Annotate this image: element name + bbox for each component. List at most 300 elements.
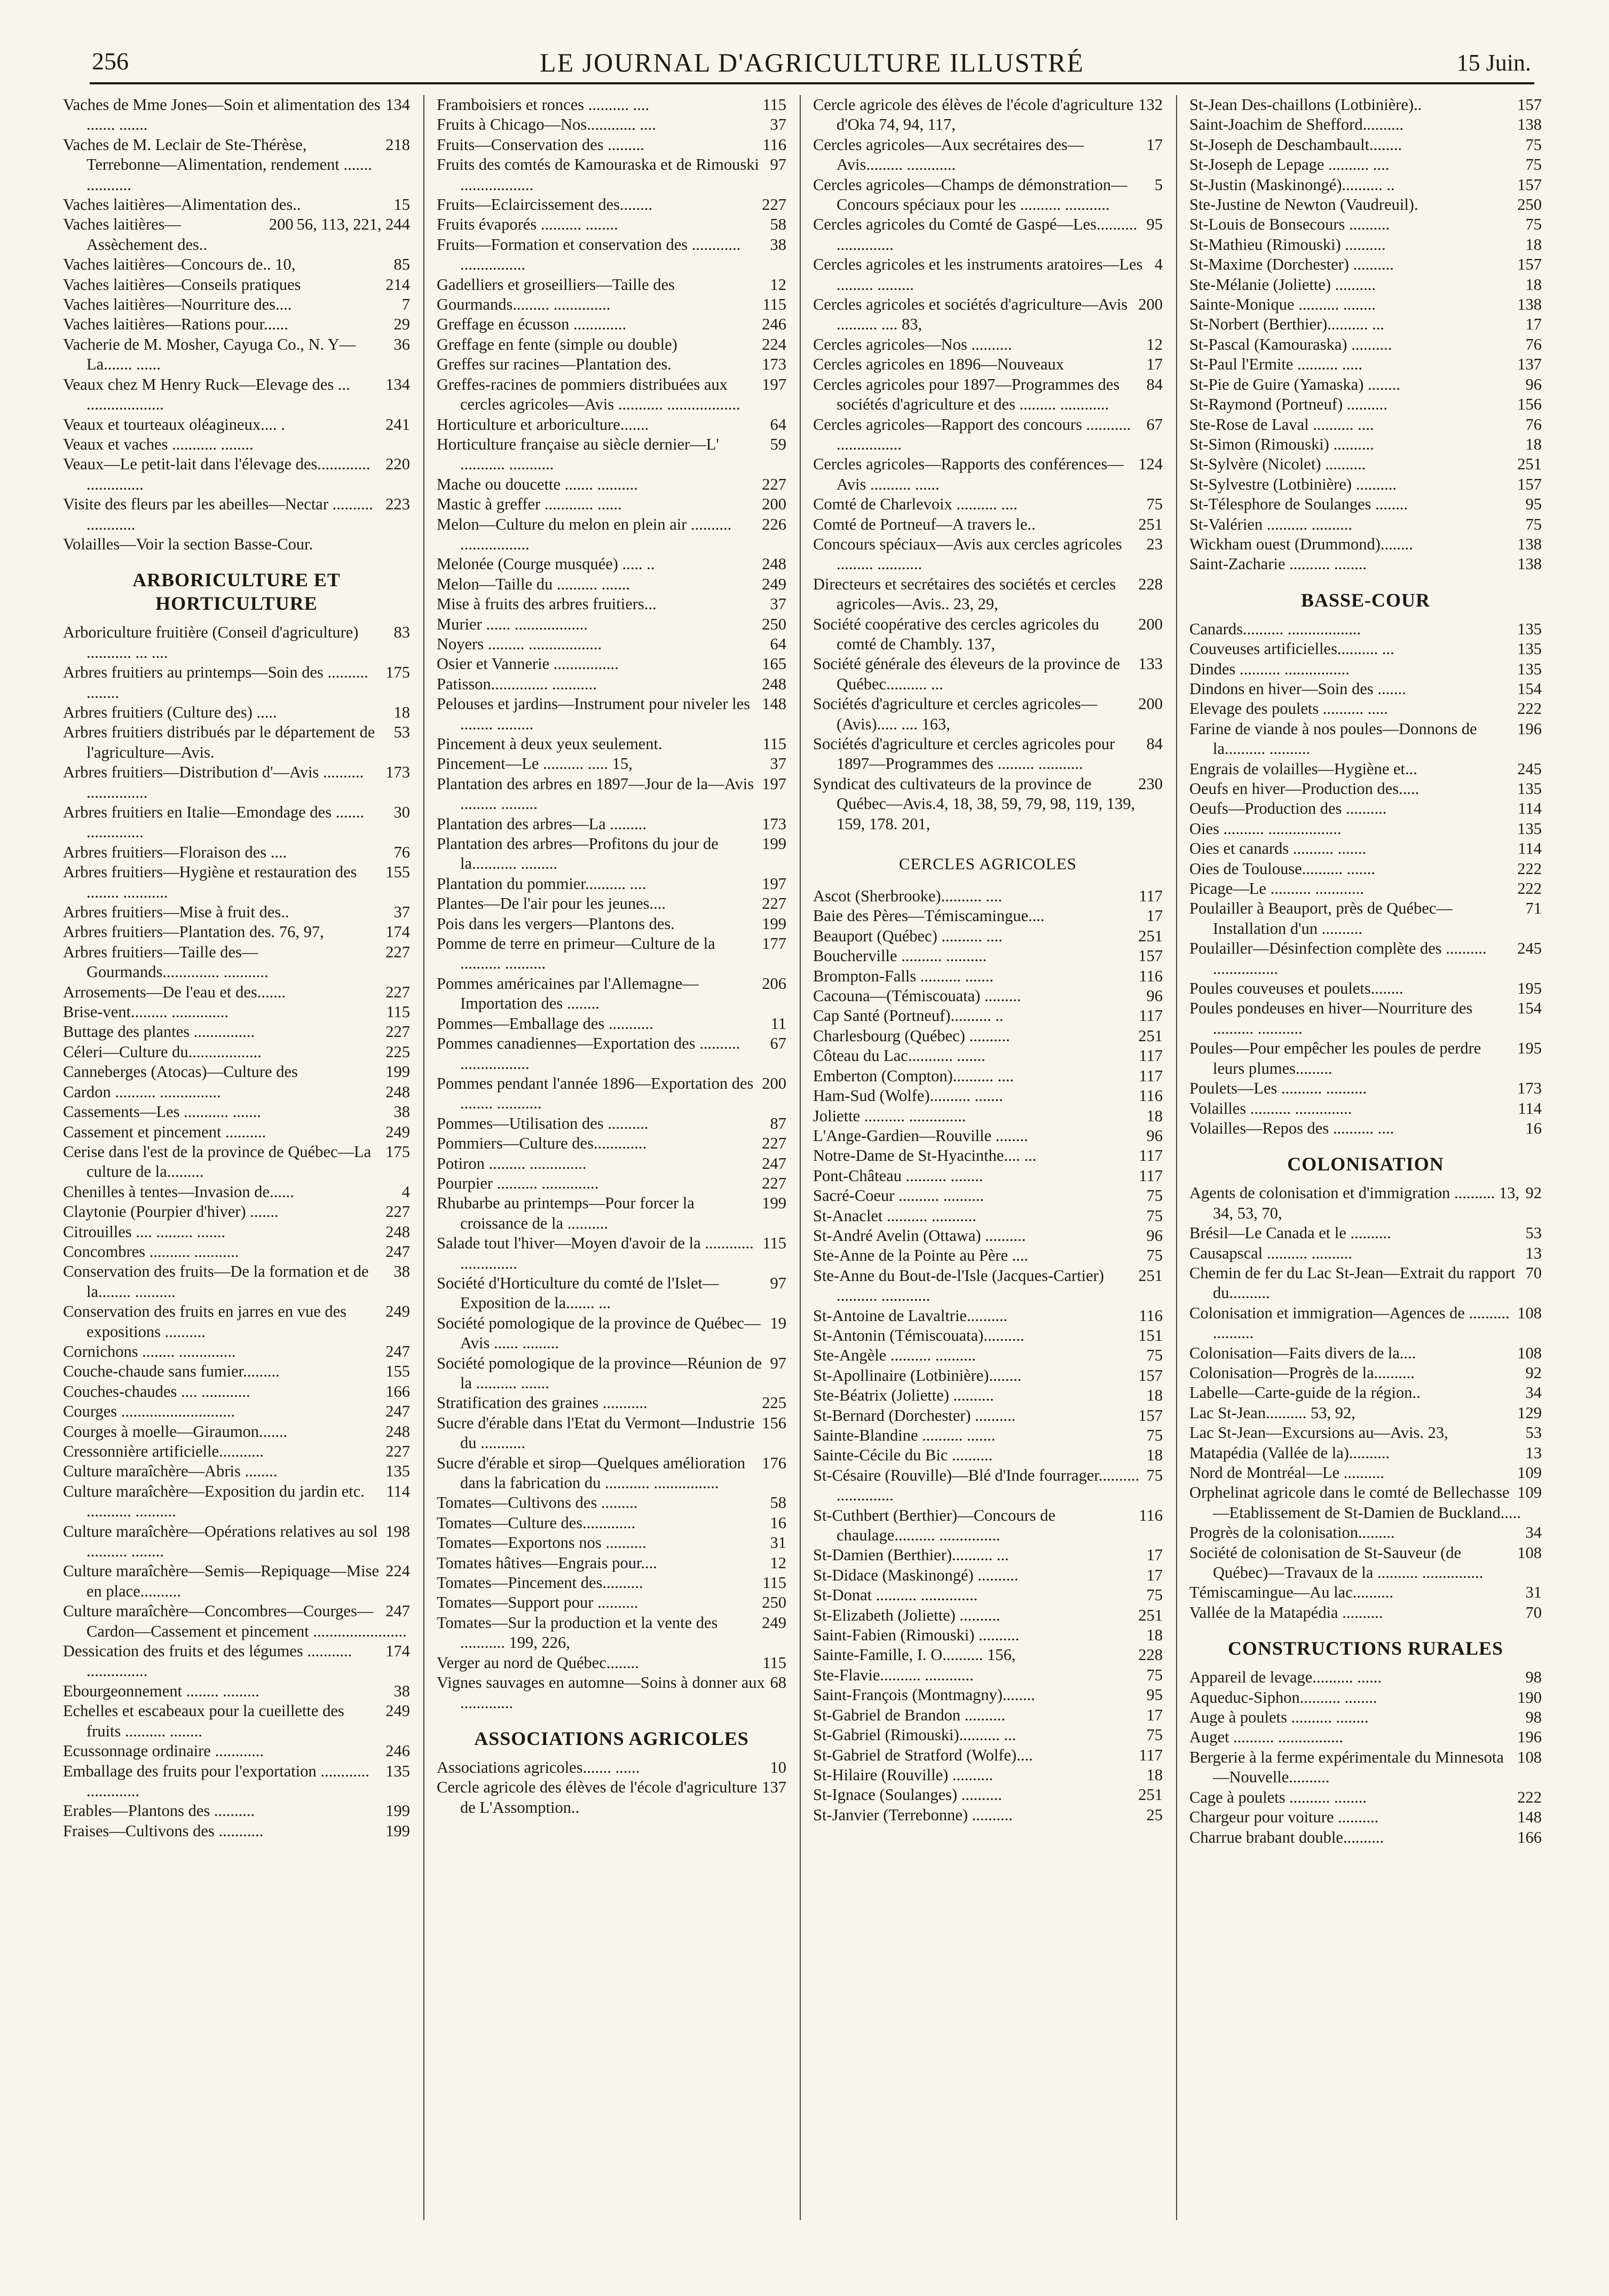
index-entry (63, 1442, 410, 1461)
index-entry (813, 335, 1163, 355)
index-entry (813, 1226, 1163, 1246)
page-ref: 177 (762, 934, 786, 953)
entry-text: Emberton (Compton).......... .... (813, 1066, 1014, 1085)
index-entry (1189, 939, 1542, 979)
entry-text: Saint-Joachim de Shefford.......... (1189, 115, 1403, 134)
index-entry (813, 1126, 1163, 1146)
index-entry (437, 674, 786, 694)
entry-text: Wickham ouest (Drummond)........ (1189, 534, 1413, 553)
index-entry (437, 415, 786, 435)
index-entry (1189, 659, 1542, 679)
page-ref: 175 (385, 1142, 410, 1161)
index-entry (63, 375, 410, 415)
entry-text: Poules—Pour empêcher les poules de perdre leurs plumes......... (1189, 1039, 1481, 1078)
entry-text: Syndicat des cultivateurs de la province de Québec—Avis.4, 18, 38, 59, 79, 98, 119, 139, 159, 178. 201, (813, 774, 1135, 833)
index-entry (437, 235, 786, 275)
index-entry (813, 886, 1163, 906)
entry-text: Société pomologique de la province—Réunion de la .......... ....... (437, 1354, 762, 1392)
page-ref: 197 (762, 774, 786, 793)
entry-text: Mise à fruits des arbres fruitiers... (437, 595, 657, 614)
page-ref: 199 (762, 1194, 786, 1213)
index-entry (63, 275, 410, 295)
entry-text: Arbres fruitiers au printemps—Soin des .......... ........ (63, 663, 368, 702)
index-entry (1189, 534, 1542, 554)
entry-text: Pincement—Le .......... ..... 15, (437, 754, 633, 773)
entry-text: Cercles agricoles—Rapports des conférences—Avis .......... ...... (813, 455, 1124, 493)
entry-text: Cercles agricoles—Nos .......... (813, 335, 1012, 353)
index-entry (1189, 819, 1542, 839)
page-ref: 227 (385, 1023, 410, 1041)
entry-text: St-Hilaire (Rouville) .......... (813, 1765, 993, 1784)
entry-text: Rhubarbe au printemps—Pour forcer la croissance de la .......... (437, 1194, 695, 1232)
entry-text: Vaches laitières—Concours de.. 10, (63, 255, 296, 274)
index-entry (813, 295, 1163, 335)
index-entry (1189, 679, 1542, 699)
entry-text: Oies et canards .......... ....... (1189, 839, 1367, 858)
index-entry (1189, 1263, 1542, 1303)
page-ref: 245 (1517, 939, 1542, 958)
entry-text: Cercles agricoles du Comté de Gaspé—Les.......... .............. (813, 215, 1138, 254)
entry-text: St-Maxime (Dorchester) .......... (1189, 255, 1394, 274)
page-ref: 157 (1138, 1366, 1163, 1385)
page-ref: 124 (1138, 455, 1163, 474)
page-ref: 197 (762, 375, 786, 394)
page-ref: 92 (1525, 1363, 1542, 1382)
page-ref: 245 (1517, 759, 1542, 778)
entry-text: St-Didace (Maskinongé) .......... (813, 1566, 1019, 1584)
section-heading: CONSTRUCTIONS RURALES (1227, 1638, 1504, 1660)
page-ref: 200 (1138, 695, 1163, 713)
index-entry (63, 1762, 410, 1802)
page-ref: 108 (1517, 1543, 1542, 1562)
index-entry (813, 1066, 1163, 1086)
page-ref: 114 (1518, 1099, 1542, 1118)
index-entry (63, 722, 410, 762)
entry-text: St-Elizabeth (Joliette) .......... (813, 1606, 1000, 1624)
entry-text: St-Damien (Berthier).......... ... (813, 1546, 1009, 1564)
entry-text: Cercles agricoles—Rapport des concours ........... ................ (813, 415, 1131, 453)
entry-text: Société pomologique de la province de Québec—Avis ...... ......... (437, 1314, 761, 1353)
index-entry (1189, 1423, 1542, 1443)
entry-text: Pommes pendant l'année 1896—Exportation des ........ ........... (437, 1074, 754, 1113)
entry-text: Baie des Pères—Témiscamingue.... (813, 907, 1045, 925)
index-entry (437, 1413, 786, 1453)
index-entry (1189, 1403, 1542, 1423)
page-ref: 7 (401, 295, 410, 314)
page-ref: 227 (385, 1442, 410, 1460)
entry-text: Sainte-Monique .......... ........ (1189, 295, 1376, 314)
page-ref: 114 (1518, 839, 1542, 858)
entry-text: Cressonnière artificielle........... (63, 1442, 264, 1460)
page-ref: 75 (1525, 155, 1542, 174)
index-entry (1189, 1383, 1542, 1403)
entry-text: Verger au nord de Québec........ (437, 1653, 639, 1672)
entry-text: Arbres fruitiers distribués par le département de l'agriculture—Avis. (63, 723, 375, 761)
index-entry (813, 1645, 1163, 1665)
page-ref: 67 (770, 1034, 786, 1053)
entry-text: Greffage en écusson ............. (437, 315, 627, 334)
entry-text: Cornichons ........ .............. (63, 1342, 236, 1361)
entry-text: Ham-Sud (Wolfe).......... ....... (813, 1087, 1003, 1105)
page-ref: 251 (1138, 1266, 1163, 1285)
entry-text: Culture maraîchère—Abris ........ (63, 1462, 278, 1481)
page-ref: 109 (1517, 1483, 1542, 1502)
page-ref: 134 (385, 96, 410, 114)
entry-text: St-Pascal (Kamouraska) .......... (1189, 335, 1392, 353)
page-ref: 135 (1517, 659, 1542, 678)
entry-text: Fraises—Cultivons des ........... (63, 1821, 264, 1840)
page-ref: 96 (1146, 1226, 1163, 1245)
page-ref: 115 (762, 295, 786, 314)
entry-text: St-Valérien .......... .......... (1189, 515, 1352, 533)
index-entry (813, 1765, 1163, 1785)
page-ref: 195 (1517, 979, 1542, 998)
page-ref: 17 (1146, 1566, 1163, 1584)
entry-text: St-Justin (Maskinongé).......... .. (1189, 175, 1395, 194)
page-ref: 200 (269, 215, 294, 234)
page-number: 256 (92, 48, 129, 75)
page-ref: 116 (762, 135, 786, 154)
entry-text: Sociétés d'agriculture et cercles agricoles pour 1897—Programmes des ......... ........... (813, 735, 1115, 773)
index-entry (437, 435, 786, 475)
page-ref: 17 (1146, 907, 1163, 925)
entry-text: Poules couveuses et poulets........ (1189, 979, 1403, 998)
entry-text: Greffage en fente (simple ou double) (437, 335, 677, 353)
entry-text: Buttage des plantes ............... (63, 1023, 255, 1041)
entry-text: Cerise dans l'est de la province de Québec—La culture de la......... (63, 1142, 372, 1181)
page-ref: 29 (393, 315, 410, 334)
index-entry (813, 615, 1163, 655)
entry-text: Cercle agricole des élèves de l'école d'agriculture d'Oka 74, 94, 117, (813, 96, 1134, 134)
page-ref: 190 (1517, 1688, 1542, 1707)
page-ref: 64 (770, 634, 786, 653)
page-ref: 18 (1525, 275, 1542, 294)
index-entry (437, 115, 786, 135)
page-ref: 12 (1146, 335, 1163, 353)
page-ref: 30 (393, 803, 410, 821)
entry-text: Fruits des comtés de Kamouraska et de Rimouski .................. (437, 155, 759, 194)
index-entry (1189, 1119, 1542, 1138)
entry-text: Dindons en hiver—Soin des ....... (1189, 679, 1406, 698)
entry-text: Gourmands......... .............. (437, 295, 611, 314)
entry-text: Murier ...... .................. (437, 615, 588, 633)
page-ref: 38 (393, 1103, 410, 1121)
page-ref: 166 (1517, 1828, 1542, 1846)
index-column-1 (63, 95, 410, 2220)
entry-text: Culture maraîchère—Exposition du jardin etc. ........... .......... (63, 1482, 365, 1521)
page-ref: 199 (762, 835, 786, 853)
entry-text: Fruits—Formation et conservation des ............ ................ (437, 235, 741, 274)
index-entry (437, 295, 786, 314)
entry-text: Dindes .......... ................ (1189, 659, 1350, 678)
page-ref: 227 (762, 475, 786, 493)
index-entry (813, 515, 1163, 534)
entry-text: Directeurs et secrétaires des sociétés et cercles agricoles—Avis.. 23, 29, (813, 575, 1116, 614)
entry-text: St-Gabriel de Brandon .......... (813, 1705, 1005, 1724)
page-ref: 18 (1525, 435, 1542, 453)
page-ref: 75 (1146, 1346, 1163, 1365)
entry-text: Mache ou doucette ....... .......... (437, 475, 638, 493)
page-ref: 70 (1525, 1263, 1542, 1282)
page-ref: 53 (1525, 1224, 1542, 1243)
page-ref: 222 (1517, 699, 1542, 718)
entry-text: Labelle—Carte-guide de la région.. (1189, 1383, 1421, 1402)
entry-text: Mastic à greffer ............ ...... (437, 495, 622, 514)
index-column-4 (1189, 95, 1542, 2220)
page-ref: 157 (1517, 175, 1542, 194)
page-ref: 117 (1139, 1066, 1163, 1085)
entry-text: St-Joseph de Lepage .......... .... (1189, 155, 1390, 174)
page-ref: 108 (1517, 1748, 1542, 1766)
page-ref: 75 (1146, 1246, 1163, 1265)
index-entry (437, 754, 786, 774)
page-ref: 37 (770, 115, 786, 134)
page-ref: 246 (385, 1742, 410, 1760)
entry-text: Plantation des arbres en 1897—Jour de la—Avis ......... ......... (437, 774, 754, 813)
index-entry (1189, 335, 1542, 355)
entry-text: Saint-Zacharie .......... ........ (1189, 555, 1367, 573)
entry-text: Brompton-Falls .......... ....... (813, 966, 994, 985)
journal-title: LE JOURNAL D'AGRICULTURE ILLUSTRÉ (540, 48, 1084, 77)
entry-text: St-Télesphore de Soulanges ........ (1189, 495, 1408, 514)
index-entry (437, 654, 786, 674)
page-ref: 87 (770, 1114, 786, 1133)
entry-text: Ste-Rose de Laval .......... .... (1189, 415, 1374, 434)
page-ref: 155 (385, 863, 410, 882)
page-ref: 132 (1138, 96, 1163, 114)
entry-text: Orphelinat agricole dans le comté de Bellechasse—Etablissement de St-Damien de Buckland..... (1189, 1483, 1521, 1522)
entry-text: Picage—Le .......... ............ (1189, 879, 1364, 898)
entry-text: Veaux et tourteaux oléagineux.... . (63, 415, 285, 434)
page-ref: 222 (1517, 859, 1542, 878)
page-ref: 75 (1146, 495, 1163, 514)
page-ref: 129 (1517, 1403, 1542, 1422)
page-ref: 11 (770, 1014, 786, 1033)
page-ref: 10 (770, 1758, 786, 1776)
index-entry (813, 1785, 1163, 1805)
entry-text: Pommiers—Culture des............. (437, 1134, 647, 1153)
entry-text: Vaches laitières—Assèchement des.. (63, 215, 208, 254)
index-entry (63, 703, 410, 722)
page-ref: 223 (385, 495, 410, 514)
page-ref: 96 (1525, 375, 1542, 394)
entry-text: Chenilles à tentes—Invasion de...... (63, 1182, 294, 1201)
index-entry (813, 1506, 1163, 1546)
entry-text: Comté de Portneuf—A travers le.. (813, 515, 1036, 533)
index-entry (437, 634, 786, 654)
page-ref: 148 (1517, 1808, 1542, 1827)
index-entry (1189, 375, 1542, 395)
index-entry (813, 1086, 1163, 1106)
page-ref: 18 (393, 703, 410, 721)
entry-text: Oies .......... .................. (1189, 819, 1342, 838)
page-ref: 138 (1517, 115, 1542, 134)
entry-text: Cercles agricoles et les instruments aratoires—Les ......... ......... (813, 255, 1143, 294)
page-ref: 227 (385, 942, 410, 961)
page-ref: 230 (1138, 774, 1163, 793)
entry-text: Vignes sauvages en automne—Soins à donner aux ............. (437, 1673, 765, 1712)
entry-text: Progrès de la colonisation......... (1189, 1523, 1395, 1542)
index-entry (1189, 1223, 1542, 1243)
index-entry (1189, 515, 1542, 534)
index-entry (63, 195, 410, 215)
page-ref: 197 (762, 874, 786, 893)
page-ref: 34 (1525, 1523, 1542, 1542)
page-ref: 249 (762, 1613, 786, 1632)
index-entry (63, 1461, 410, 1481)
index-entry (437, 335, 786, 355)
index-entry (63, 435, 410, 454)
index-entry (63, 942, 410, 982)
index-entry (813, 1366, 1163, 1386)
index-entry (437, 1034, 786, 1074)
index-entry (1189, 899, 1542, 939)
index-entry (1189, 494, 1542, 514)
entry-text: St-Simon (Rimouski) .......... (1189, 435, 1374, 453)
entry-text: Elevage des poulets .......... ..... (1189, 699, 1388, 718)
page-ref: 115 (762, 1653, 786, 1672)
page-ref: 18 (1146, 1765, 1163, 1784)
entry-text: Lac St-Jean.......... 53, 92, (1189, 1403, 1355, 1422)
page-ref: 247 (385, 1342, 410, 1361)
entry-text: Tomates—Exportons nos .......... (437, 1534, 646, 1552)
page-ref: 17 (1146, 135, 1163, 154)
entry-text: Conservation des fruits en jarres en vue des expositions .......... (63, 1302, 347, 1341)
index-entry (1189, 175, 1542, 195)
entry-text: Conservation des fruits—De la formation et de la........ .......... (63, 1262, 369, 1301)
page-ref: 155 (385, 1362, 410, 1381)
page-ref: 76 (1525, 415, 1542, 434)
page-ref: 138 (1517, 555, 1542, 573)
entry-text: St-Janvier (Terrebonne) .......... (813, 1805, 1013, 1824)
index-entry (1189, 1603, 1542, 1623)
page-ref: 151 (1138, 1326, 1163, 1344)
index-entry (63, 255, 410, 274)
page-ref: 227 (762, 1174, 786, 1192)
entry-text: St-Césaire (Rouville)—Blé d'Inde fourrager.......... .............. (813, 1466, 1140, 1505)
index-entry (437, 1573, 786, 1593)
page-ref: 248 (385, 1082, 410, 1101)
entry-text: Volailles .......... .............. (1189, 1099, 1352, 1118)
index-entry (1189, 998, 1542, 1039)
page-ref: 36 (393, 335, 410, 353)
index-entry (813, 1665, 1163, 1685)
index-entry (813, 1566, 1163, 1585)
page-ref: 241 (385, 415, 410, 434)
entry-text: Canards.......... .................. (1189, 619, 1361, 638)
page-ref: 196 (1517, 719, 1542, 738)
entry-text: St-Jean Des-chaillons (Lotbinière).. (1189, 96, 1422, 114)
index-entry (813, 355, 1163, 374)
index-entry (437, 1533, 786, 1553)
page-ref: 137 (762, 1778, 786, 1797)
index-entry (1189, 719, 1542, 759)
page-ref: 58 (770, 215, 786, 234)
index-entry (63, 1042, 410, 1062)
page-ref: 135 (1517, 819, 1542, 838)
index-entry (63, 1801, 410, 1821)
index-entry (813, 375, 1163, 415)
index-entry (1189, 1303, 1542, 1343)
entry-text: Claytonie (Pourpier d'hiver) ....... (63, 1202, 279, 1221)
entry-text: Ste-Mélanie (Joliette) .......... (1189, 275, 1376, 294)
entry-text: Visite des fleurs par les abeilles—Nectar .......... ............ (63, 495, 373, 533)
page-ref: 108 (1517, 1303, 1542, 1322)
page-header (90, 47, 1534, 84)
index-entry (813, 1606, 1163, 1625)
entry-text: Tomates hâtives—Engrais pour.... (437, 1553, 657, 1572)
page-ref: 67 (1146, 415, 1163, 434)
entry-text: Cercle agricole des élèves de l'école d'agriculture de L'Assomption.. (437, 1778, 758, 1817)
entry-text: St-Antonin (Témiscouata).......... (813, 1326, 1024, 1344)
section-heading: CERCLES AGRICOLES (898, 854, 1077, 874)
index-entry (813, 694, 1163, 734)
page-ref: 175 (385, 663, 410, 682)
index-entry (1189, 1523, 1542, 1543)
index-entry (63, 843, 410, 862)
index-entry (813, 1466, 1163, 1506)
entry-text: Ste-Flavie.......... ............ (813, 1665, 974, 1684)
entry-text: Causapscal .......... .......... (1189, 1244, 1352, 1262)
index-entry (1189, 1183, 1542, 1223)
page-ref: 173 (385, 763, 410, 782)
page-ref: 228 (1138, 1646, 1163, 1664)
index-entry (1189, 1708, 1542, 1727)
page-ref: 116 (1139, 1506, 1163, 1524)
entry-text: Couches-chaudes .... ............ (63, 1382, 250, 1401)
index-entry (1189, 435, 1542, 454)
entry-text: Société de colonisation de St-Sauveur (de Québec)—Travaux de la .......... ............... (1189, 1543, 1484, 1582)
index-entry (437, 494, 786, 514)
entry-text: Courges à moelle—Giraumon....... (63, 1422, 288, 1441)
index-entry (1189, 1748, 1542, 1788)
page-ref: 198 (385, 1522, 410, 1540)
page-ref: 109 (1517, 1464, 1542, 1482)
entry-text: Tomates—Pincement des.......... (437, 1574, 643, 1592)
page-ref: 247 (385, 1602, 410, 1621)
index-entry (437, 1613, 786, 1653)
index-entry (63, 135, 410, 195)
index-entry (1189, 1828, 1542, 1847)
index-entry (437, 1354, 786, 1394)
entry-text: Farine de viande à nos poules—Donnons de la.......... .......... (1189, 719, 1477, 758)
index-entry (813, 494, 1163, 514)
page-ref: 83 (393, 623, 410, 642)
entry-text: Côteau du Lac........... ....... (813, 1047, 985, 1065)
index-entry (813, 1206, 1163, 1226)
page-ref: 84 (1146, 735, 1163, 753)
entry-text: Ste-Anne du Bout-de-l'Isle (Jacques-Cartier) .......... ............ (813, 1266, 1104, 1305)
entry-text: Emballage des fruits pour l'exportation ............ ............. (63, 1762, 369, 1800)
index-entry (1189, 1583, 1542, 1602)
index-entry (437, 1074, 786, 1114)
page-ref: 37 (393, 903, 410, 922)
index-entry (437, 1114, 786, 1134)
index-entry (813, 215, 1163, 255)
index-entry (63, 1522, 410, 1562)
index-entry (1189, 1807, 1542, 1827)
index-entry (63, 1182, 410, 1202)
entry-text: Sainte-Cécile du Bic .......... (813, 1446, 993, 1465)
entry-text: Engrais de volailles—Hygiène et... (1189, 759, 1417, 778)
page-ref: 12 (770, 275, 786, 294)
entry-text: Framboisiers et ronces .......... .... (437, 96, 650, 114)
page-ref: 4 (1154, 255, 1163, 274)
entry-text: Cassements—Les ........... ....... (63, 1103, 262, 1121)
entry-text: Culture maraîchère—Semis—Repiquage—Mise en place.......... (63, 1562, 380, 1600)
index-entry (437, 215, 786, 234)
entry-text: Pourpier .......... .............. (437, 1174, 599, 1192)
